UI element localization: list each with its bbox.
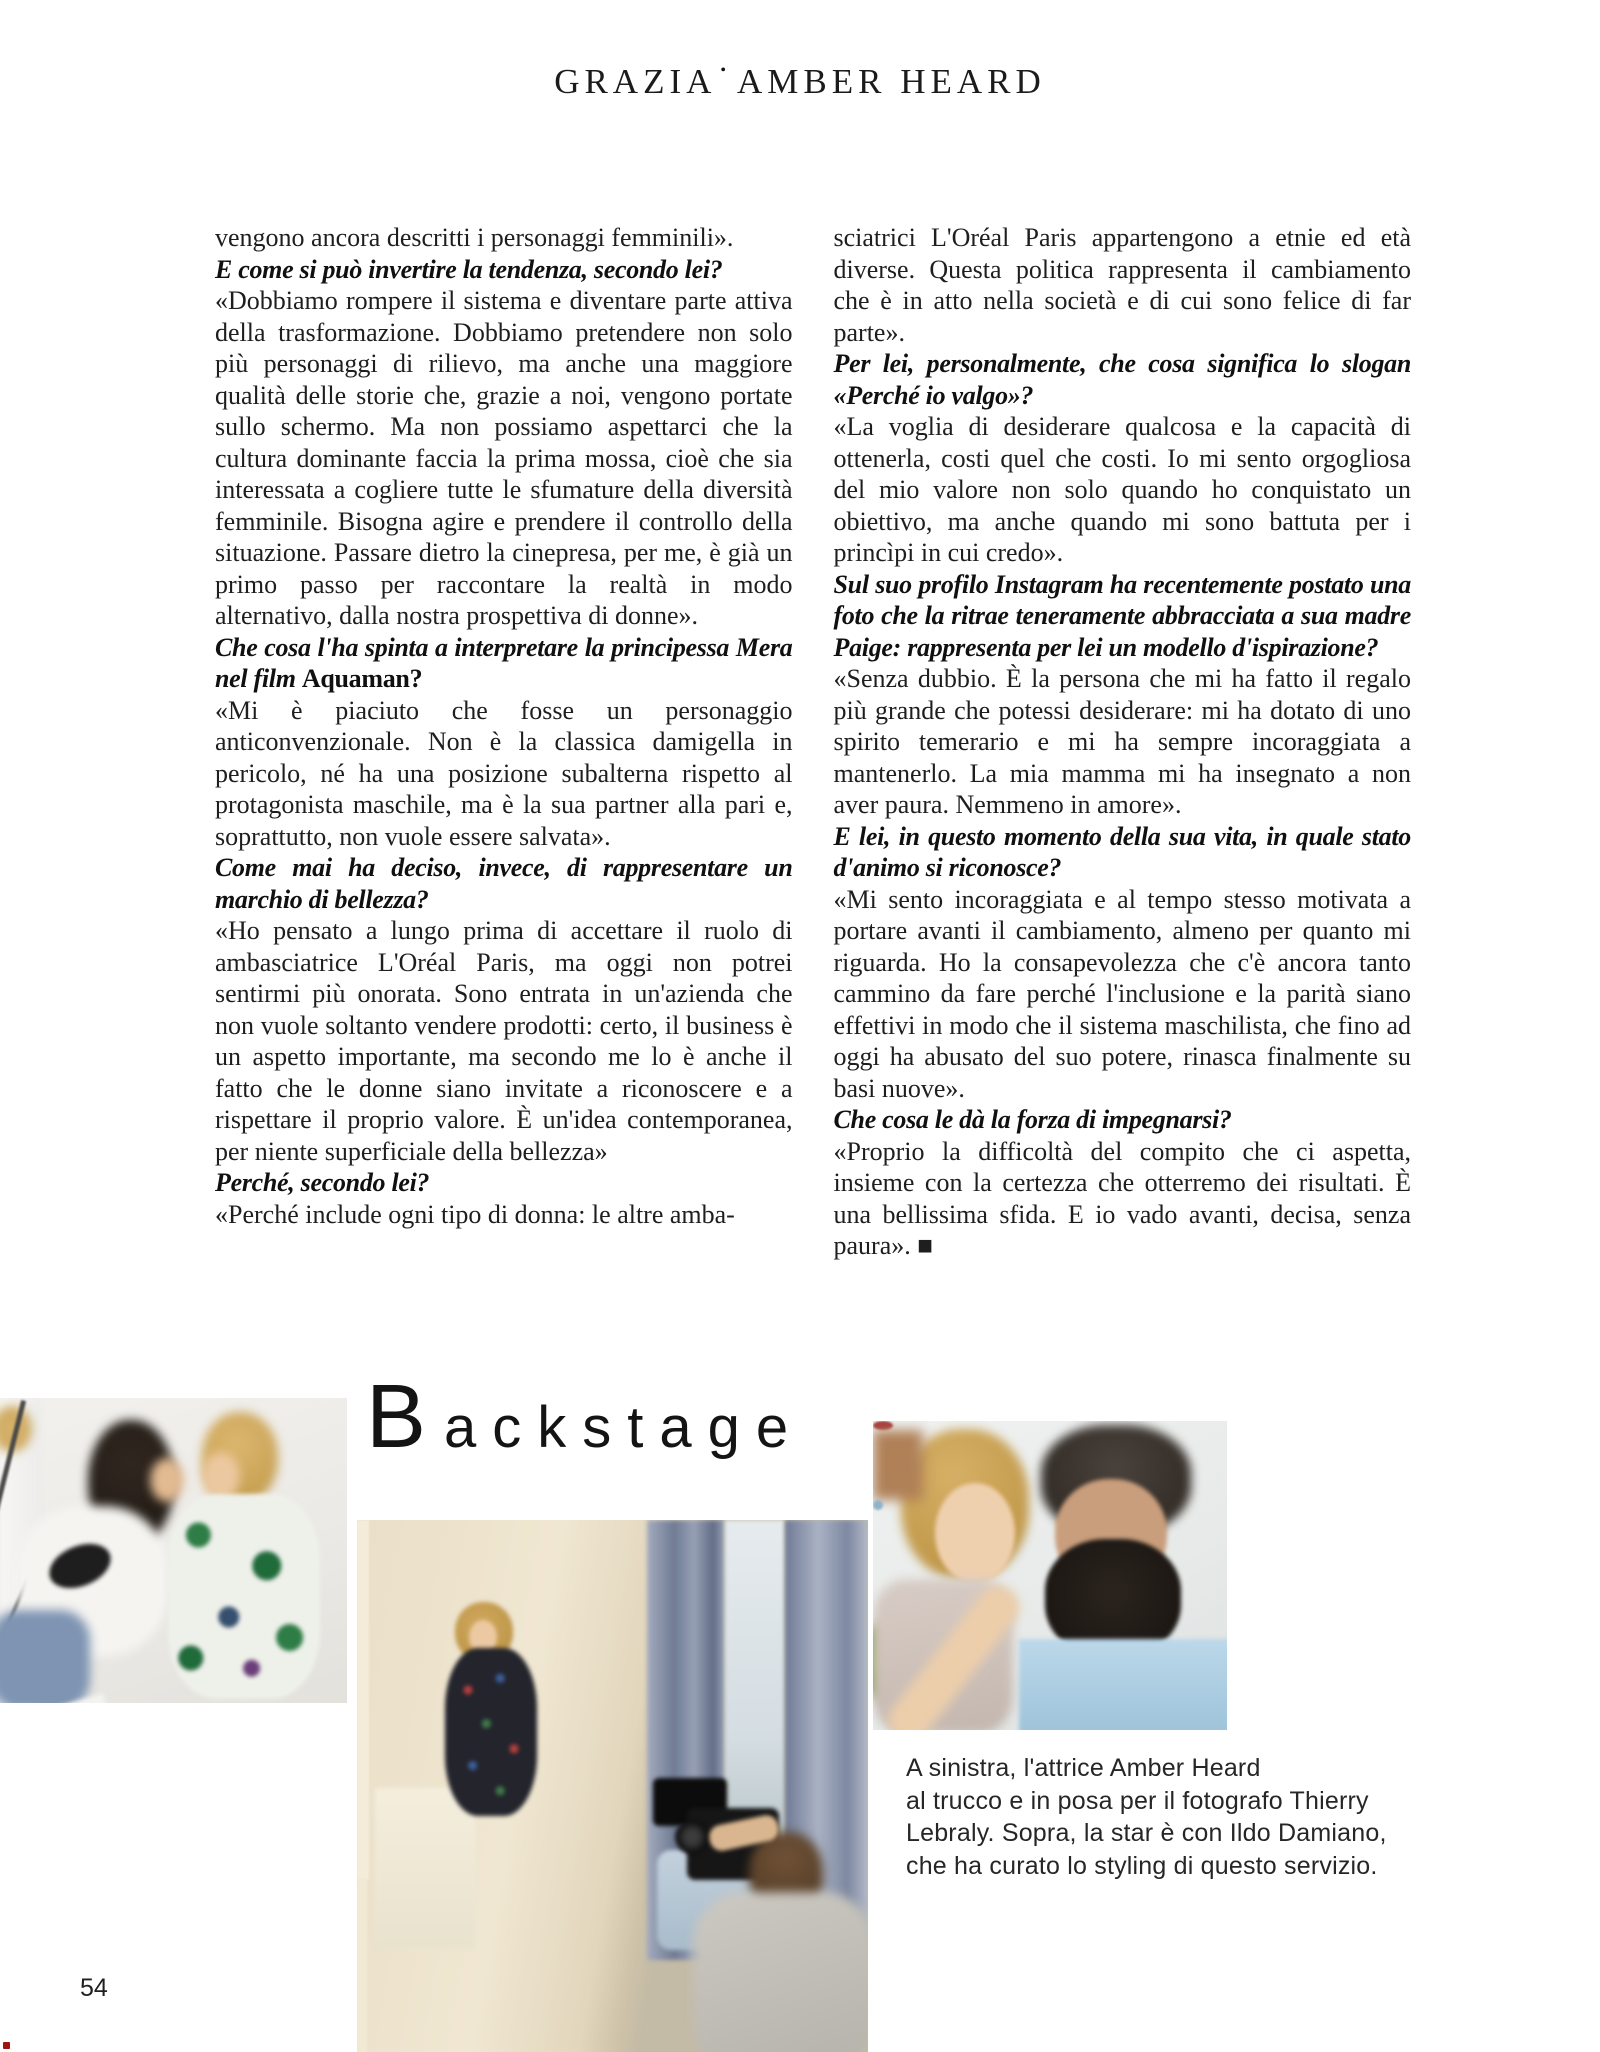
wall-molding — [357, 1880, 367, 2052]
header-separator-dot: • — [720, 62, 732, 79]
interview-answer: «Senza dubbio. È la persona che mi ha fatto il regalo più grande che potessi desiderare: mi ha dotato di uno spirito temerario e mi ha sempre incoraggiata a mantenerlo. La mia mamma mi ha insegnato a non aver paura. Nemmeno in amore». — [833, 664, 1411, 819]
wall-molding — [357, 1520, 369, 1880]
print-mark-dot — [3, 2042, 10, 2049]
amber-face — [202, 1452, 240, 1500]
interview-answer: «Dobbiamo rompere il sistema e diventare parte attiva della trasformazione. Dobbiamo pretendere non solo più personaggi di rilievo, ma anche una maggiore qualità delle storie che, grazie a noi, vengono portate sullo schermo. Ma non possiamo aspettarci che la cultura dominante faccia la prima mossa, cioè che sia interessata a cogliere tutte le sfumature della diversità femminile. Bisogna agire e prendere il controllo della situazione. Passare dietro la cinepresa, per me, è già un primo passo per raccontare la realtà in modo alternativo, dalla nostra prospettiva di donne». — [215, 286, 793, 630]
camera-lens — [675, 1820, 709, 1854]
selfie-photo — [873, 1421, 1227, 1730]
article-body — [215, 222, 1411, 1262]
backstage-title: Backstage — [366, 1367, 805, 1467]
backstage-caption — [906, 1752, 1396, 1882]
interview-answer: «Ho pensato a lungo prima di accettare il ruolo di ambasciatrice L'Oréal Paris, ma oggi non potrei sentirmi più onorata. Sono entrata in un'azienda che non vuole soltanto vendere prodotti: certo, il business è un aspetto importante, ma secondo me lo è anche il fatto che le donne siano invitate a riconoscere e a rispettare il proprio valore. È un'idea contemporanea, per niente superficiale della bellezza» — [215, 916, 793, 1166]
interview-answer: «Mi sento incoraggiata e al tempo stesso motivata a portare avanti il cambiamento, almeno per quanto mi riguarda. Ho la consapevolezza che c'è ancora tanto cammino da fare perché l'inclusione e la parità siano effettivi in modo che il sistema maschilista, che fino ad oggi ha abusato del suo potere, rinasca finalmente su basi nuove». — [833, 884, 1411, 1103]
interview-question: Come mai ha deciso, invece, di rappresentare un marchio di bellezza? — [215, 853, 793, 914]
interview-question: E come si può invertire la tendenza, secondo lei? — [215, 254, 723, 284]
floral-robe — [168, 1494, 320, 1699]
floral-dress — [445, 1648, 537, 1816]
damiano-neck — [873, 1430, 923, 1500]
interview-question: Sul suo profilo Instagram ha recentemente postato una foto che la ritrae teneramente abbracciata a sua madre Paige: rappresenta per lei un modello d'ispirazione? — [833, 569, 1411, 662]
interview-answer: vengono ancora descritti i personaggi femminili». — [215, 223, 734, 252]
article-right-column — [834, 222, 1412, 1262]
caption-line: Lebraly. Sopra, la star è con Ildo Damiano, — [906, 1819, 1387, 1847]
photographer-body — [693, 1892, 868, 2052]
page-number: 54 — [80, 1974, 108, 2002]
interview-question: Che cosa l'ha spinta a interpretare la principessa Mera nel film Aquaman? — [215, 632, 793, 693]
makeup-photo — [0, 1398, 347, 1703]
page-header — [0, 62, 1600, 102]
makeup-artist-jeans — [0, 1610, 90, 1703]
magazine-name: GRAZIA — [554, 62, 717, 101]
amber-face — [935, 1483, 1015, 1583]
interview-answer: «La voglia di desiderare qualcosa e la capacità di ottenerla, costi quel che costi. Io mi sento orgogliosa del mio valore non solo quando ho conquistato un obiettivo, ma anche quando mi sono battuta per i princìpi in cui credo». — [833, 412, 1411, 567]
caption-line: A sinistra, l'attrice Amber Heard — [906, 1754, 1261, 1782]
red-lips — [873, 1421, 893, 1430]
interview-answer: «Perché include ogni tipo di donna: le altre amba- — [215, 1199, 735, 1229]
interview-question: Perché, secondo lei? — [215, 1168, 430, 1197]
interview-answer: «Proprio la difficoltà del compito che ci aspetta, insieme con la certezza che otterremo dei risultati. È una bellissima sfida. E io vado avanti, decisa, senza paura». ■ — [833, 1136, 1411, 1260]
makeup-artist-face — [150, 1458, 184, 1502]
blue-shirt — [1019, 1639, 1227, 1730]
subject-name: AMBER HEARD — [737, 62, 1046, 101]
mantel — [375, 1788, 475, 1948]
article-left-column — [215, 222, 793, 1262]
interview-question: E lei, in questo momento della sua vita, in quale stato d'animo si riconosce? — [833, 821, 1411, 882]
interview-answer: «Mi è piaciuto che fosse un personaggio anticonvenzionale. Non è la classica damigella in pericolo, né ha una posizione subalterna rispetto al protagonista maschile, ma è la sua partner alla pari e, soprattutto, non vuole essere salvata». — [215, 695, 793, 851]
interview-question: Che cosa le dà la forza di impegnarsi? — [833, 1105, 1232, 1134]
posing-photo — [357, 1520, 868, 2052]
interview-question: Per lei, personalmente, che cosa significa lo slogan «Perché io valgo»? — [833, 349, 1411, 410]
caption-line: che ha curato lo styling di questo servizio. — [906, 1851, 1378, 1880]
interview-answer: sciatrici L'Oréal Paris appartengono a etnie ed età diverse. Questa politica rappresenta il cambiamento che è in atto nella società e di cui sono felice di far parte». — [833, 223, 1411, 347]
caption-line: al trucco e in posa per il fotografo Thierry — [906, 1786, 1369, 1815]
shirt-button — [873, 1500, 883, 1510]
